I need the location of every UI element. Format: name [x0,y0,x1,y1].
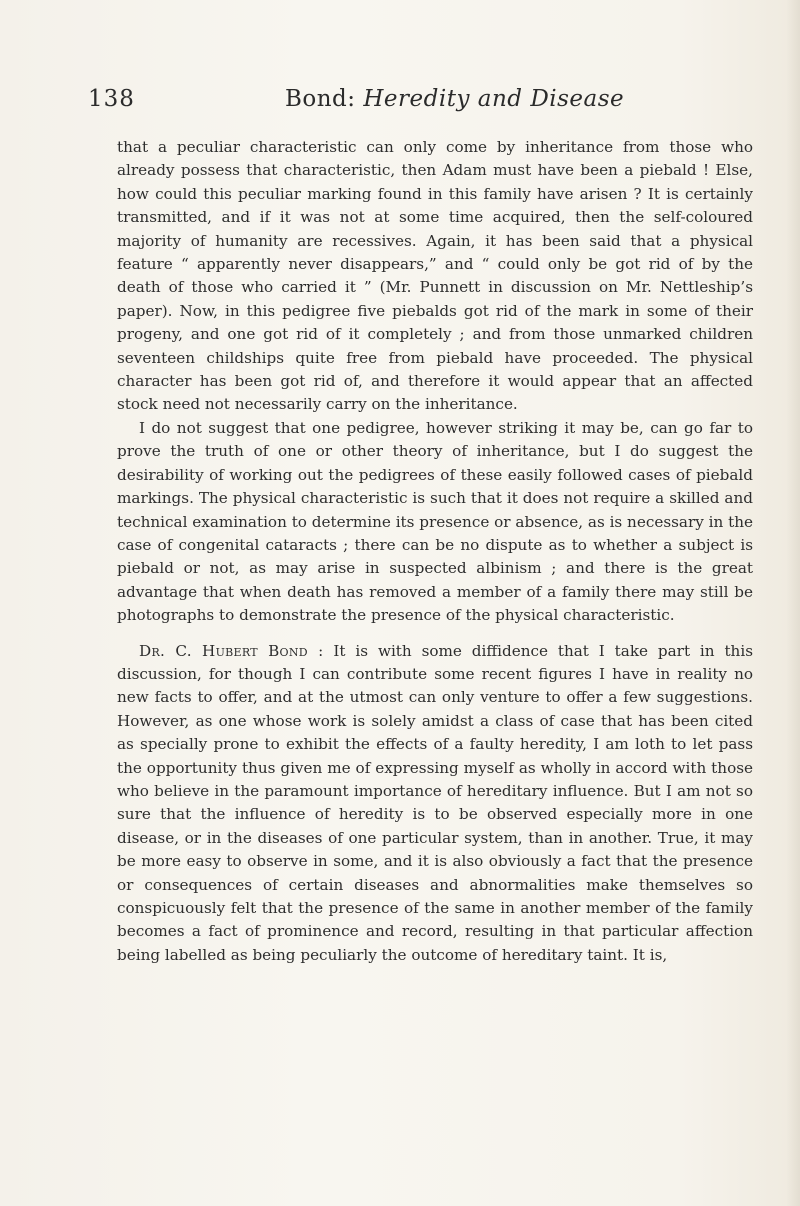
speaker-remarks-text: It is with some diffidence that I take part in this discussion, for though I can contribute some recent figures I have in reality no new facts to offer, and at the utmost can only venture to offer a few suggestions. However, as one whose work is solely amidst a class of case that has been cited as specially prone to exhibit the effects of a faulty heredity, I am loth to let pass the opportunity thus given me of expressing myself as wholly in accord with those who believe in the paramount importance of hereditary influence. But I am not so sure that the influence of heredity is to be observed especially more in one disease, or in the diseases of one particular system, than in another. True, it may be more easy to observe in some, and it is also obviously a fact that the presence or consequences of certain diseases and abnormalities make themselves so conspicuously felt that the presence of the same in another member of the family becomes a fact of prominence and record, resulting in that particular affection being labelled as being peculiarly the outcome of hereditary taint. It is, [117,641,753,964]
running-title-subject: Heredity and Disease [363,86,625,112]
speaker-name: Dr. C. Hubert Bond : [139,641,324,660]
paragraph-pedigree-suggestion: I do not suggest that one pedigree, however striking it may be, can go far to prove the truth of one or other theory of inheritance, but I do suggest the desirability of working out the pedigrees of these easily followed cases of piebald markings. The physical characteristic is such that it does not require a skilled and technical examination to determine its presence or absence, as is necessary in the case of congenital cataracts ; there can be no dispute as to whether a subject is piebald or not, as may arise in suspected albinism ; and there is the great advantage that when death has removed a member of a family there may still be photographs to demonstrate the presence of the physical characteristic. [117,418,753,625]
paragraph-continuation: that a peculiar characteristic can only come by inheritance from those who already possess that characteristic, then Adam must have been a piebald ! Else, how could this peculiar marking found in this family have arisen ? It is certainly transmitted, and if it was not at some time acquired, then the self-coloured majority of humanity are recessives. Again, it has been said that a physical feature “ apparently never disappears,” and “ could only be got rid of by the death of those who carried it ” (Mr. Punnett in discussion on Mr. Nettleship’s paper). Now, in this pedigree five piebalds got rid of the mark in some of their progeny, and one got rid of it completely ; and from those unmarked children seventeen childships quite free from piebald have proceeded. The physical character has been got rid of, and therefore it would appear that an affected stock need not necessarily carry on the inheritance. [117,138,753,414]
page-number: 138 [88,86,135,112]
page-edge-shadow [786,0,800,1206]
running-title [285,86,624,112]
body-text [117,136,753,967]
running-header [88,86,736,126]
running-title-author: Bond: [285,86,356,112]
paragraph-speaker-remarks [117,640,753,968]
